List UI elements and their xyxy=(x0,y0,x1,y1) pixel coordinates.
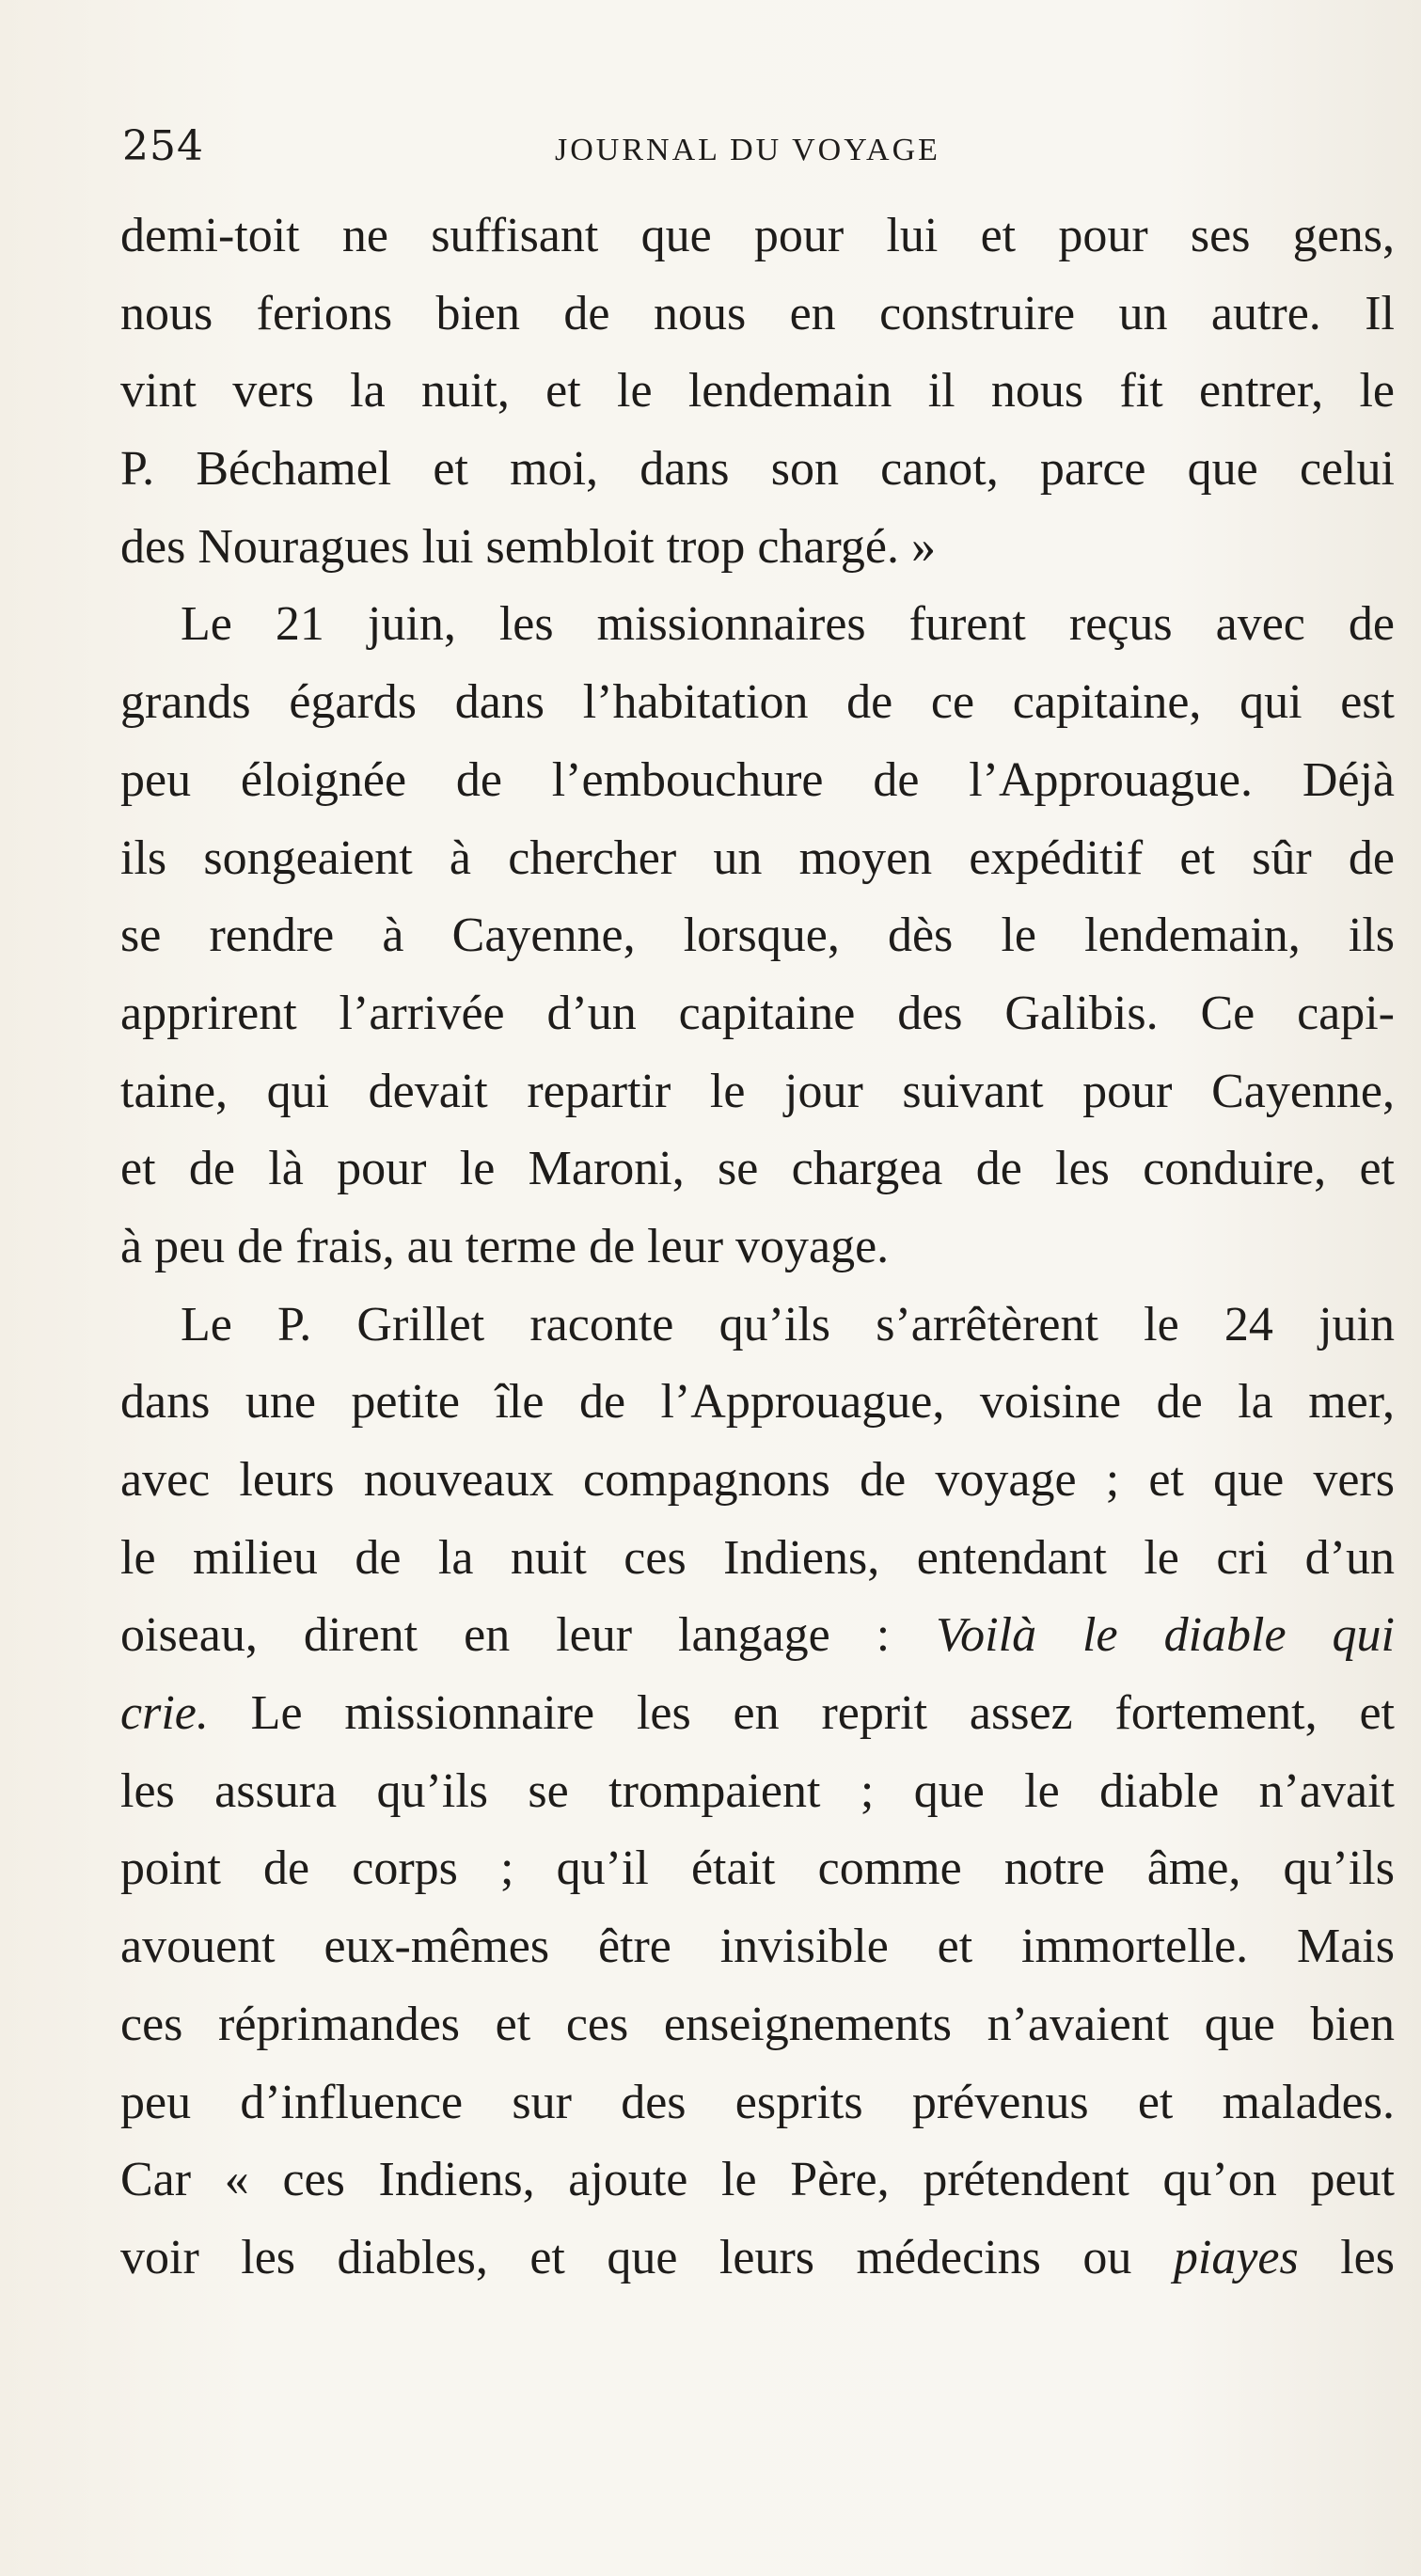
text-line: vint vers la nuit, et le lendemain il nous fit entrer, le xyxy=(120,364,1395,419)
running-title: JOURNAL DU VOYAGE xyxy=(555,133,940,167)
page-number: 254 xyxy=(122,122,204,170)
text-line: voir les diables, et que leurs médecins ou piayes les xyxy=(120,2230,1395,2284)
text-line: le milieu de la nuit ces Indiens, entendant le cri d’un xyxy=(120,1530,1395,1585)
text-line: ces réprimandes et ces enseignements n’avaient que bien xyxy=(120,1997,1395,2051)
text-line: des Nouragues lui sembloit trop chargé. » xyxy=(120,519,936,574)
text-line: se rendre à Cayenne, lorsque, dès le lendemain, ils xyxy=(120,909,1395,963)
text-line: peu éloignée de l’embouchure de l’Approuague. Déjà xyxy=(120,752,1395,807)
text-line: point de corps ; qu’il était comme notre âme, qu’ils xyxy=(120,1841,1395,1896)
page-header xyxy=(122,119,1397,175)
text-line: à peu de frais, au terme de leur voyage. xyxy=(120,1219,890,1273)
text-line: peu d’influence sur des esprits prévenus et malades. xyxy=(120,2075,1395,2129)
text-line: nous ferions bien de nous en construire un autre. Il xyxy=(120,286,1395,340)
text-line: oiseau, dirent en leur langage : Voilà le diable qui xyxy=(120,1608,1396,1663)
text-line: avec leurs nouveaux compagnons de voyage ; et que vers xyxy=(120,1453,1395,1507)
text-line: grands égards dans l’habitation de ce capitaine, qui est xyxy=(120,675,1395,730)
text-line: taine, qui devait repartir le jour suivant pour Cayenne, xyxy=(120,1064,1395,1118)
body-text xyxy=(120,198,1395,2298)
text-line: les assura qu’ils se trompaient ; que le diable n’avait xyxy=(120,1763,1395,1818)
text-line: Le 21 juin, les missionnaires furent reçus avec de xyxy=(181,597,1395,652)
text-line: dans une petite île de l’Approuague, voisine de la mer, xyxy=(120,1375,1395,1430)
text-line: avouent eux-mêmes être invisible et immortelle. Mais xyxy=(120,1920,1395,1974)
text-line: et de là pour le Maroni, se chargea de les conduire, et xyxy=(120,1142,1395,1196)
text-line: ils songeaient à chercher un moyen expéditif et sûr de xyxy=(120,830,1395,885)
text-line: Car « ces Indiens, ajoute le Père, prétendent qu’on peut xyxy=(120,2153,1395,2207)
text-line: apprirent l’arrivée d’un capitaine des Galibis. Ce capi- xyxy=(120,986,1395,1040)
text-line: P. Béchamel et moi, dans son canot, parce que celui xyxy=(120,442,1395,497)
text-line: demi-toit ne suffisant que pour lui et pour ses gens, xyxy=(120,209,1395,262)
text-line: crie. Le missionnaire les en reprit assez fortement, et xyxy=(120,1686,1395,1741)
text-line: Le P. Grillet raconte qu’ils s’arrêtèrent le 24 juin xyxy=(181,1297,1395,1351)
